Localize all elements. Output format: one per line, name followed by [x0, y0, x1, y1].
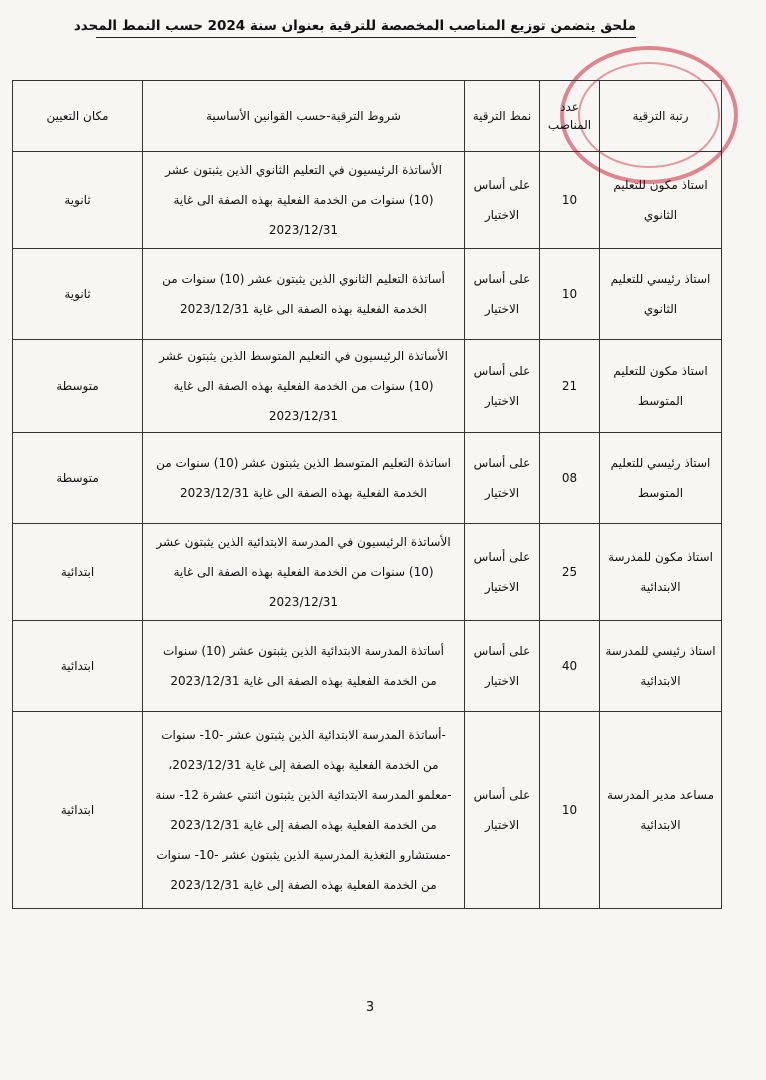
- row-location: ثانوية: [13, 249, 143, 340]
- table-row: [13, 621, 722, 712]
- row-count: 25: [540, 524, 600, 621]
- condition-line: أساتذة المدرسة الابتدائية الذين يثبتون عشر (10) سنوات: [163, 644, 444, 658]
- condition-line: 2023/12/31: [268, 595, 339, 609]
- table-row: [13, 524, 722, 621]
- condition-line: (10) سنوات من الخدمة الفعلية بهذه الصفة الى غاية: [173, 193, 434, 207]
- table-row: [13, 152, 722, 249]
- condition-line: -معلمو المدرسة الابتدائية الذين يثبتون اثنتي عشرة 12- سنة: [155, 788, 452, 802]
- condition-line: الأساتذة الرئيسيون في التعليم الثانوي الذين يثبتون عشر: [165, 163, 442, 177]
- promotion-table: [12, 80, 722, 909]
- row-count: 21: [540, 340, 600, 433]
- page-number: 3: [365, 1000, 375, 1015]
- row-count: 10: [540, 152, 600, 249]
- row-location: متوسطة: [13, 433, 143, 524]
- row-conditions: [143, 152, 465, 249]
- row-location: ابتدائية: [13, 712, 143, 909]
- condition-line: من الخدمة الفعلية بهذه الصفة إلى غاية 2023/12/31،: [168, 758, 439, 772]
- condition-line: 2023/12/31: [268, 223, 339, 237]
- header-count: عدد المناصب: [540, 81, 600, 152]
- row-location: ابتدائية: [13, 524, 143, 621]
- page-title: ملحق يتضمن توزيع المناصب المخصصة للترقية بعنوان سنة 2024 حسب النمط المحدد: [96, 18, 636, 38]
- row-grade: استاذ مكون للمدرسة الابتدائية: [600, 524, 722, 621]
- row-count: 10: [540, 712, 600, 909]
- condition-line: الأساتذة الرئيسيون في التعليم المتوسط الذين يثبتون عشر: [159, 349, 448, 363]
- header-location: مكان التعيين: [13, 81, 143, 152]
- row-count: 08: [540, 433, 600, 524]
- row-grade: مساعد مدير المدرسة الابتدائية: [600, 712, 722, 909]
- condition-line: أساتذة التعليم الثانوي الذين يثبتون عشر (10) سنوات من: [162, 272, 445, 286]
- row-mode: على أساس الاختيار: [465, 340, 540, 433]
- table-row: [13, 712, 722, 909]
- row-mode: على أساس الاختيار: [465, 433, 540, 524]
- row-mode: على أساس الاختيار: [465, 712, 540, 909]
- header-grade: رتبة الترقية: [600, 81, 722, 152]
- row-grade: استاذ مكون للتعليم المتوسط: [600, 340, 722, 433]
- condition-line: من الخدمة الفعلية بهذه الصفة إلى غاية 2023/12/31: [170, 878, 437, 892]
- table-header-row: [13, 81, 722, 152]
- row-mode: على أساس الاختيار: [465, 249, 540, 340]
- condition-line: (10) سنوات من الخدمة الفعلية بهذه الصفة الى غاية: [173, 565, 434, 579]
- row-mode: على أساس الاختيار: [465, 524, 540, 621]
- row-conditions: [143, 524, 465, 621]
- condition-line: -مستشارو التغذية المدرسية الذين يثبتون عشر -10- سنوات: [156, 848, 451, 862]
- table-row: [13, 249, 722, 340]
- row-conditions: [143, 712, 465, 909]
- row-conditions: [143, 340, 465, 433]
- condition-line: من الخدمة الفعلية بهذه الصفة الى غاية 2023/12/31: [170, 674, 437, 688]
- row-mode: على أساس الاختيار: [465, 152, 540, 249]
- condition-line: -أساتذة المدرسة الابتدائية الذين يثبتون عشر -10- سنوات: [161, 728, 446, 742]
- row-location: متوسطة: [13, 340, 143, 433]
- row-conditions: [143, 433, 465, 524]
- row-conditions: [143, 249, 465, 340]
- row-count: 40: [540, 621, 600, 712]
- row-grade: استاذ رئيسي للتعليم المتوسط: [600, 433, 722, 524]
- condition-line: الخدمة الفعلية بهذه الصفة الى غاية 2023/12/31: [180, 486, 427, 500]
- table-row: [13, 340, 722, 433]
- condition-line: من الخدمة الفعلية بهذه الصفة إلى غاية 2023/12/31: [170, 818, 437, 832]
- row-location: ثانوية: [13, 152, 143, 249]
- header-conditions: شروط الترقية-حسب القوانين الأساسية: [143, 81, 465, 152]
- header-mode: نمط الترقية: [465, 81, 540, 152]
- condition-line: 2023/12/31: [268, 409, 339, 423]
- condition-line: الأساتذة الرئيسيون في المدرسة الابتدائية الذين يثبتون عشر: [156, 535, 451, 549]
- row-grade: استاذ رئيسي للتعليم الثانوي: [600, 249, 722, 340]
- row-location: ابتدائية: [13, 621, 143, 712]
- condition-line: (10) سنوات من الخدمة الفعلية بهذه الصفة الى غاية: [173, 379, 434, 393]
- row-grade: استاذ مكون للتعليم الثانوي: [600, 152, 722, 249]
- row-conditions: [143, 621, 465, 712]
- row-count: 10: [540, 249, 600, 340]
- row-grade: استاذ رئيسي للمدرسة الابتدائية: [600, 621, 722, 712]
- condition-line: الخدمة الفعلية بهذه الصفة الى غاية 2023/12/31: [180, 302, 427, 316]
- condition-line: اساتذة التعليم المتوسط الذين يثبتون عشر (10) سنوات من: [156, 456, 451, 470]
- row-mode: على أساس الاختيار: [465, 621, 540, 712]
- table-row: [13, 433, 722, 524]
